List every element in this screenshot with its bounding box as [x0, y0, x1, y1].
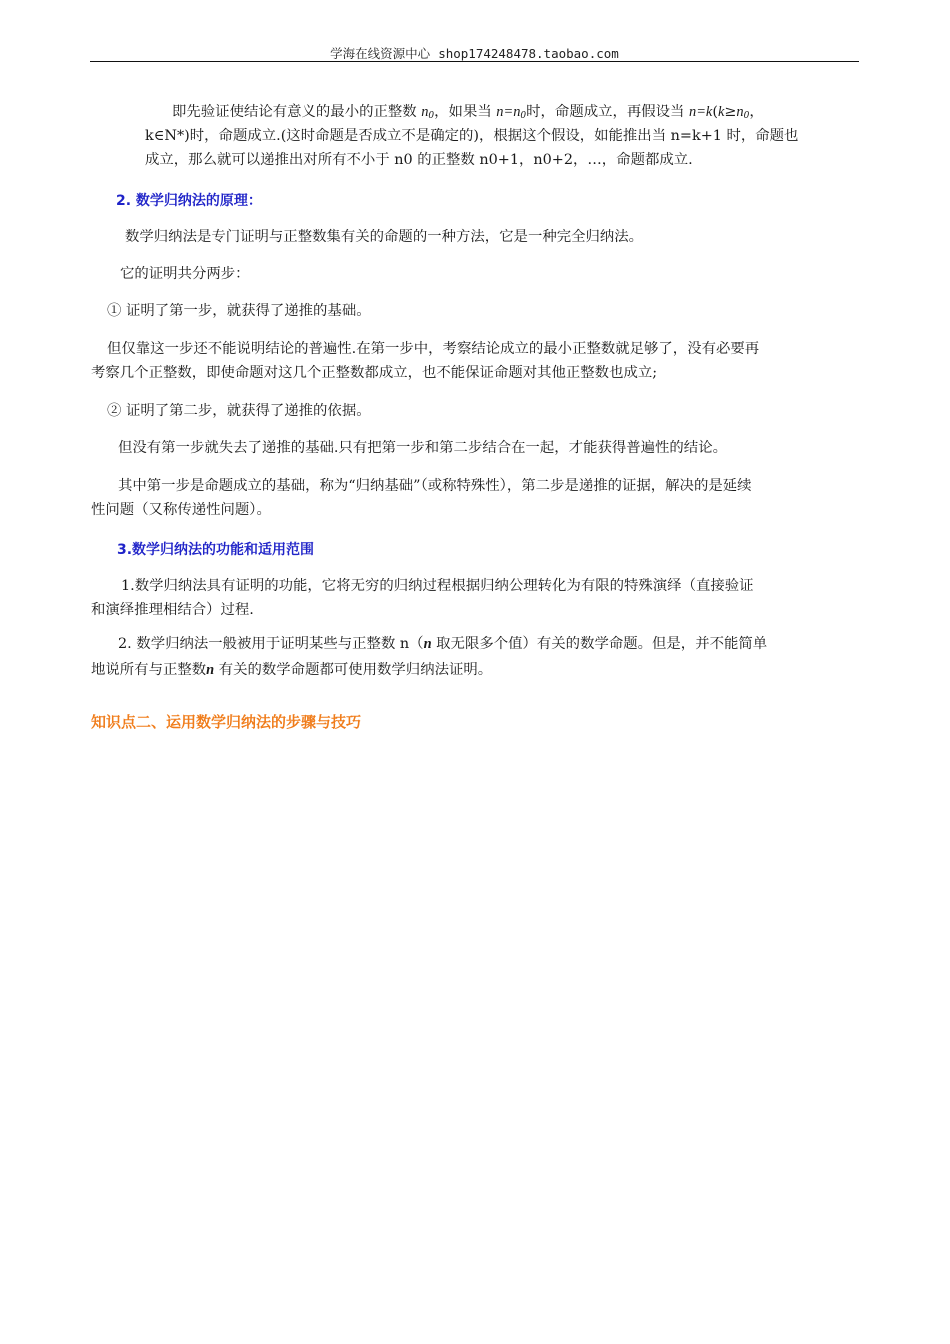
- section2-para5-line1: 其中第一步是命题成立的基础，称为“归纳基础”（或称特殊性），第二步是递推的证据，解决的是延续: [118, 478, 752, 494]
- page-header: [90, 44, 859, 62]
- section2-para5-line2: 性问题（又称传递性问题）。: [91, 502, 271, 518]
- section3-item1-line2: 和演绎推理相结合）过程.: [91, 602, 254, 618]
- section2-step1: ① 证明了第一步，就获得了递推的基础。: [107, 303, 371, 319]
- section2-para3-line1: 但仅靠这一步还不能说明结论的普遍性.在第一步中，考察结论成立的最小正整数就足够了，没有必要再: [107, 341, 760, 357]
- header-rule: [90, 61, 859, 62]
- section2-para4: 但没有第一步就失去了递推的基础.只有把第一步和第二步结合在一起，才能获得普遍性的结论。: [118, 440, 727, 456]
- intro-line-3: 成立，那么就可以递推出对所有不小于 n0 的正整数 n0+1，n0+2，…，命题都成立.: [145, 152, 693, 168]
- section3-item1-line1: 1.数学归纳法具有证明的功能，它将无穷的归纳过程根据归纳公理转化为有限的特殊演绎（直接验证: [121, 578, 754, 594]
- header-title: 学海在线资源中心: [330, 46, 431, 61]
- section2-para3-line2: 考察几个正整数，即使命题对这几个正整数都成立，也不能保证命题对其他正整数也成立;: [91, 365, 658, 381]
- section2-heading: 2. 数学归纳法的原理：: [116, 193, 262, 209]
- knowledge2-heading: 知识点二、运用数学归纳法的步骤与技巧: [91, 713, 362, 731]
- section3-item2-line2: 地说所有与正整数n 有关的数学命题都可使用数学归纳法证明。: [91, 662, 493, 678]
- section3-heading: 3.数学归纳法的功能和适用范围: [117, 542, 315, 558]
- intro-line-2: k∈N*)时，命题成立.(这时命题是否成立不是确定的)，根据这个假设，如能推出当 n=k+1 时，命题也: [145, 128, 799, 144]
- section2-para1: 数学归纳法是专门证明与正整数集有关的命题的一种方法，它是一种完全归纳法。: [125, 229, 644, 245]
- section3-item2-line1: 2. 数学归纳法一般被用于证明某些与正整数 n（n 取无限多个值）有关的数学命题。但是，并不能简单: [118, 636, 768, 652]
- section2-para2: 它的证明共分两步：: [120, 266, 250, 282]
- section2-step2: ② 证明了第二步，就获得了递推的依据。: [107, 403, 371, 419]
- intro-line-1: 即先验证使结论有意义的最小的正整数 $n_0$，如果当 $n=n_0$时，命题成立，再假设当 $n=k(k\ge n_0$，: [172, 104, 764, 121]
- header-site: shop174248478.taobao.com: [438, 46, 619, 61]
